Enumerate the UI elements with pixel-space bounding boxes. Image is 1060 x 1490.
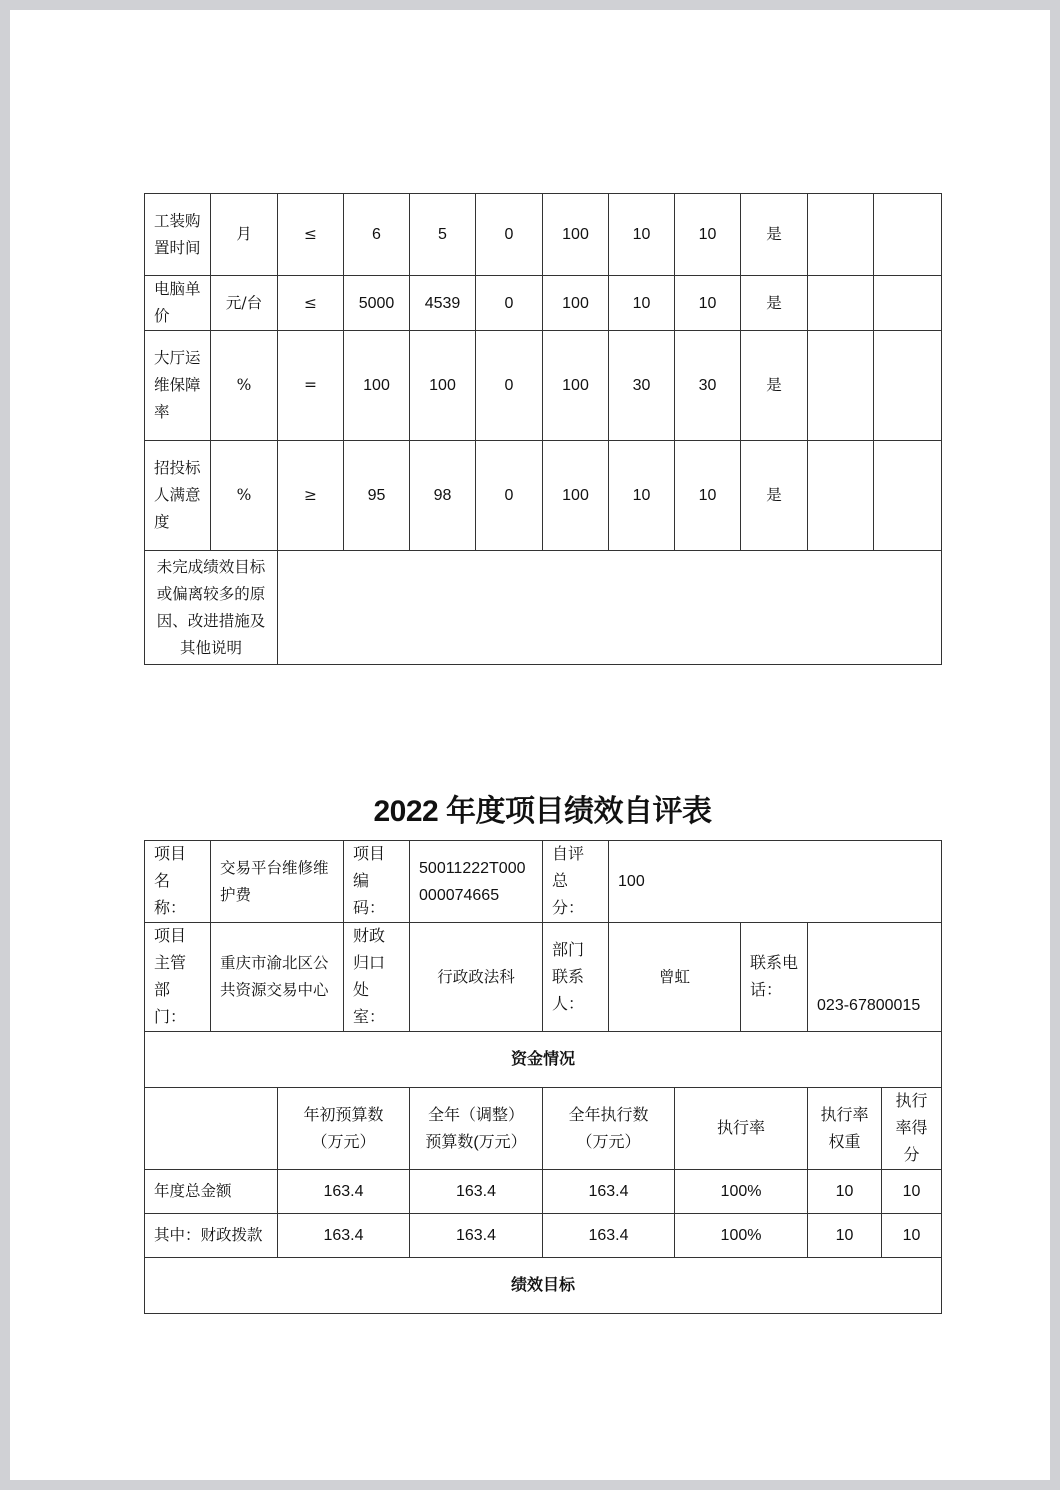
- empty-cell: [808, 276, 874, 331]
- indicator-actual: 5: [410, 194, 476, 276]
- empty-cell: [874, 194, 942, 276]
- table-row: [145, 1214, 942, 1258]
- phone-label: 联系电话：: [741, 923, 808, 1032]
- indicator-target: 95: [344, 441, 410, 551]
- indicator-actual: 100: [410, 331, 476, 441]
- dept-value: 重庆市渝北区公共资源交易中心: [211, 923, 344, 1032]
- indicator-unit: %: [211, 331, 278, 441]
- funds-header: 全年执行数（万元）: [543, 1088, 675, 1170]
- self-score-label: 自评总分：: [543, 841, 609, 923]
- indicator-score: 10: [675, 276, 741, 331]
- indicator-target: 5000: [344, 276, 410, 331]
- empty-cell: [874, 276, 942, 331]
- empty-cell: [874, 441, 942, 551]
- funds-row-label: 其中：财政拨款: [145, 1214, 278, 1258]
- note-value: [278, 551, 942, 665]
- empty-cell: [145, 1088, 278, 1170]
- indicator-deviation: 0: [476, 441, 543, 551]
- indicator-name: 工装购置时间: [145, 194, 211, 276]
- indicator-name: 电脑单价: [145, 276, 211, 331]
- table-row: [145, 1258, 942, 1314]
- table-row: [145, 841, 942, 923]
- project-name-value: 交易平台维修维护费: [211, 841, 344, 923]
- note-label: 未完成绩效目标或偏离较多的原因、改进措施及其他说明: [145, 551, 278, 665]
- funds-row-label: 年度总金额: [145, 1170, 278, 1214]
- indicator-done: 是: [741, 331, 808, 441]
- indicator-weight: 10: [609, 276, 675, 331]
- funds-cell: 100%: [675, 1170, 808, 1214]
- contact-value: 曾虹: [609, 923, 741, 1032]
- indicator-operator: ≤: [278, 194, 344, 276]
- indicator-score: 30: [675, 331, 741, 441]
- table-row: [145, 276, 942, 331]
- indicator-done: 是: [741, 276, 808, 331]
- office-label: 财政归口处室：: [344, 923, 410, 1032]
- indicator-unit: 元/台: [211, 276, 278, 331]
- table-row: [145, 1088, 942, 1170]
- self-score-value: 100: [609, 841, 942, 923]
- indicator-rate: 100: [543, 441, 609, 551]
- office-value: 行政政法科: [410, 923, 543, 1032]
- funds-cell: 163.4: [278, 1214, 410, 1258]
- indicator-unit: %: [211, 441, 278, 551]
- project-code-value: 50011222T000000074665: [410, 841, 543, 923]
- funds-section-title: 资金情况: [145, 1032, 942, 1088]
- table-row: [145, 441, 942, 551]
- indicator-table: [144, 193, 942, 665]
- table-row: [145, 551, 942, 665]
- funds-cell: 163.4: [410, 1170, 543, 1214]
- indicator-operator: =: [278, 331, 344, 441]
- indicator-deviation: 0: [476, 194, 543, 276]
- indicator-done: 是: [741, 441, 808, 551]
- funds-cell: 10: [882, 1170, 942, 1214]
- funds-header: 执行率: [675, 1088, 808, 1170]
- funds-cell: 10: [808, 1170, 882, 1214]
- table-row: [145, 331, 942, 441]
- phone-value: 023-67800015: [808, 923, 942, 1032]
- funds-header: 执行率得分: [882, 1088, 942, 1170]
- indicator-operator: ≥: [278, 441, 344, 551]
- table-row: [145, 1032, 942, 1088]
- table-row: [145, 194, 942, 276]
- funds-header: 年初预算数（万元）: [278, 1088, 410, 1170]
- indicator-score: 10: [675, 441, 741, 551]
- funds-header: 全年（调整）预算数(万元）: [410, 1088, 543, 1170]
- table-row: [145, 1170, 942, 1214]
- indicator-actual: 98: [410, 441, 476, 551]
- indicator-weight: 10: [609, 194, 675, 276]
- indicator-weight: 30: [609, 331, 675, 441]
- indicator-operator: ≤: [278, 276, 344, 331]
- indicator-rate: 100: [543, 331, 609, 441]
- indicator-unit: 月: [211, 194, 278, 276]
- project-name-label: 项目名称：: [145, 841, 211, 923]
- contact-label: 部门联系人：: [543, 923, 609, 1032]
- indicator-target: 100: [344, 331, 410, 441]
- indicator-score: 10: [675, 194, 741, 276]
- empty-cell: [874, 331, 942, 441]
- funds-cell: 163.4: [543, 1214, 675, 1258]
- project-code-label: 项目编码：: [344, 841, 410, 923]
- funds-cell: 163.4: [543, 1170, 675, 1214]
- indicator-name: 招投标人满意度: [145, 441, 211, 551]
- indicator-done: 是: [741, 194, 808, 276]
- funds-cell: 100%: [675, 1214, 808, 1258]
- indicator-weight: 10: [609, 441, 675, 551]
- form-title: 2022 年度项目绩效自评表: [373, 795, 712, 828]
- table-row: [145, 923, 942, 1032]
- indicator-deviation: 0: [476, 331, 543, 441]
- project-table: [144, 840, 942, 1314]
- indicator-rate: 100: [543, 194, 609, 276]
- indicator-actual: 4539: [410, 276, 476, 331]
- funds-cell: 10: [882, 1214, 942, 1258]
- funds-cell: 163.4: [278, 1170, 410, 1214]
- indicator-name: 大厅运维保障率: [145, 331, 211, 441]
- empty-cell: [808, 331, 874, 441]
- indicator-rate: 100: [543, 276, 609, 331]
- funds-cell: 163.4: [410, 1214, 543, 1258]
- indicator-target: 6: [344, 194, 410, 276]
- indicator-deviation: 0: [476, 276, 543, 331]
- funds-header: 执行率权重: [808, 1088, 882, 1170]
- empty-cell: [808, 441, 874, 551]
- document-page: [10, 10, 1050, 1480]
- empty-cell: [808, 194, 874, 276]
- goals-section-title: 绩效目标: [145, 1258, 942, 1314]
- dept-label: 项目主管部门：: [145, 923, 211, 1032]
- funds-cell: 10: [808, 1214, 882, 1258]
